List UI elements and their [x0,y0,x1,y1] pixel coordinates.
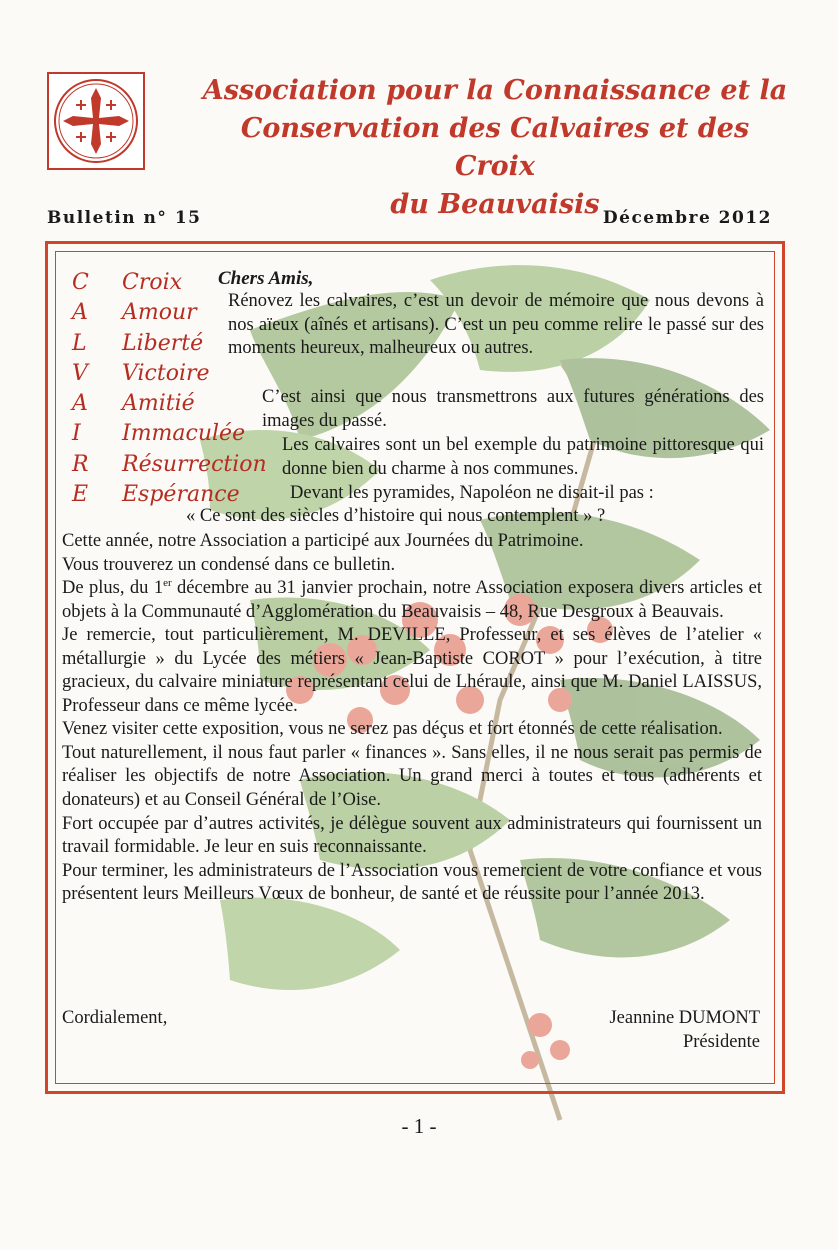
body-paragraph [62,577,762,624]
bulletin-number: Bulletin n° 15 [47,208,202,228]
body-text-span: décembre au 31 janvier prochain, notre Association exposera divers articles et objets à la Communauté d’Agglomération du Beauvaisis – 48, Rue Desgroux à Beauvais. [62,578,762,622]
closing: Cordialement, [62,1008,168,1028]
title-line: du Beauvaisis [390,189,600,220]
ordinal-suffix: er [163,576,172,589]
association-logo [47,72,145,170]
acrostic-letter: L [72,330,87,356]
acrostic-word: Amour [122,300,197,326]
acrostic-word: Espérance [122,482,240,508]
acrostic-word: Immaculée [122,421,246,447]
body-paragraph: Tout naturellement, il nous faut parler « finances ». Sans elles, il ne nous serait pas permis de réaliser les objectifs de notre Association. Un grand merci à toutes et tous (adhérents et donateurs) et au Conseil Général de l’Oise. [62,742,762,811]
napoleon-quote: « Ce sont des siècles d’histoire qui nous contemplent » ? [186,506,606,526]
acrostic-letter: I [72,421,81,447]
acrostic-letter: E [72,482,89,508]
title-line: Conservation des Calvaires et des Croix [240,113,750,182]
intro-paragraph: Devant les pyramides, Napoléon ne disait-il pas : [290,483,654,503]
body-paragraph: Je remercie, tout particulièrement, M. DEVILLE, Professeur, et ses élèves de l’atelier « métallurgie » du Lycée des métiers « Jean-Baptiste COROT » pour l’exécution, à titre gracieux, du calvaire miniature représentant celui de Lhéraule, ainsi que M. Daniel LAISSUS, Professeur dans ce même lycée. [62,625,762,716]
body-paragraph: Cette année, notre Association a participé aux Journées du Patrimoine. [62,531,584,551]
body-paragraph: Pour terminer, les administrateurs de l’Association vous remercient de votre confiance et vous présentent leurs Meilleurs Vœux de bonheur, de santé et de réussite pour l’année 2013. [62,860,762,905]
association-title [200,72,790,224]
acrostic-word: Résurrection [122,451,267,477]
bulletin-date: Décembre 2012 [602,208,772,228]
intro-paragraph: Rénovez les calvaires, c’est un devoir de mémoire que nous devons à nos aïeux (aînés et artisans). C’est un peu comme relire le passé sur des moments heureux, malheureux ou autres. [228,291,764,359]
acrostic-letter: A [72,391,88,417]
intro-paragraph: Les calvaires sont un bel exemple du patrimoine pittoresque qui donne bien du charme à nos communes. [282,435,764,479]
acrostic-word: Amitié [122,391,195,417]
acrostic-letter: A [72,300,88,326]
body-paragraph: Vous trouverez un condensé dans ce bulletin. [62,554,396,575]
body-paragraph: Fort occupée par d’autres activités, je délègue souvent aux administrateurs qui fournissent un travail formidable. Je leur en suis reconnaissante. [62,813,762,858]
signature-name: Jeannine DUMONT [609,1008,760,1028]
acrostic-word: Croix [122,270,183,295]
body-paragraph: Venez visiter cette exposition, vous ne serez pas déçus et fort étonnés de cette réalisation. [62,719,723,740]
salutation: Chers Amis, [218,268,314,289]
letter-body [62,530,762,907]
title-line: Association pour la Connaissance et la [202,75,788,106]
acrostic-letter: V [72,360,88,386]
body-text-span: De plus, du 1 [62,578,164,599]
page-number: - 1 - [401,1114,437,1138]
acrostic-letter: R [72,451,89,477]
cross-icon [49,74,143,168]
signature-role: Présidente [682,1032,760,1052]
intro-paragraph: C’est ainsi que nous transmettrons aux futures générations des images du passé. [262,387,764,431]
acrostic-word: Liberté [122,330,204,356]
acrostic-letter: C [72,270,89,295]
acrostic-word: Victoire [122,360,210,386]
